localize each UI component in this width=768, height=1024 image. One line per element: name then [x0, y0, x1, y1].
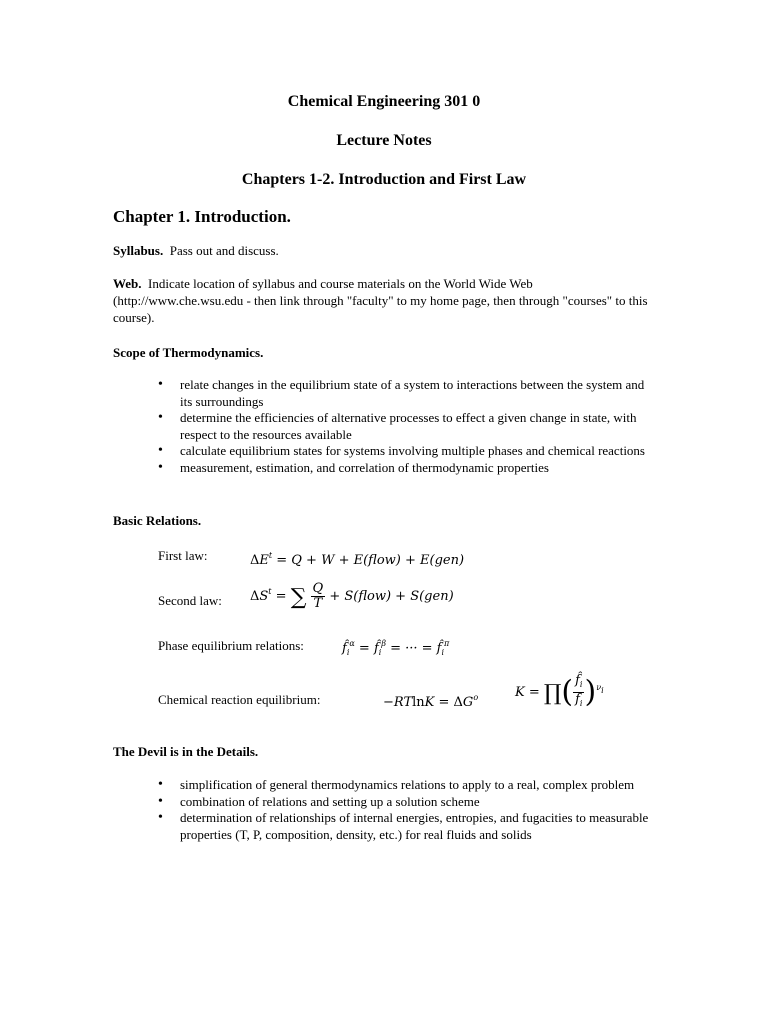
syllabus-text: Pass out and discuss. — [163, 243, 279, 258]
devil-list — [158, 777, 658, 843]
reaction-equilibrium-label: Chemical reaction equilibrium: — [158, 692, 321, 707]
list-item: • combination of relations and setting up a solution scheme — [158, 794, 658, 811]
phase-equilibrium-label: Phase equilibrium relations: — [158, 638, 304, 653]
phase-equilibrium-equation: $f̂_i^\alpha$ = $f̂_i^\beta$ = ··· = $f̂_i^\pi$ — [342, 639, 450, 657]
syllabus-paragraph — [113, 242, 653, 259]
scope-heading: Scope of Thermodynamics. — [113, 345, 264, 360]
reaction-free-energy-equation: $-RTlnK = \Delta G^o$ — [383, 693, 479, 710]
chapter1-heading: Chapter 1. Introduction. — [113, 207, 291, 226]
syllabus-label: Syllabus. — [113, 243, 164, 258]
second-law-label: Second law: — [158, 593, 222, 608]
web-paragraph — [113, 275, 653, 326]
list-item: • determination of relationships of internal energies, entropies, and fugacities to measurable properties (T, P, composition, density, etc.) for real fluids and solids — [158, 810, 658, 843]
first-law-equation: $\Delta E^t = Q + W$ + E(flow) + E(gen) — [250, 551, 465, 568]
list-item: • simplification of general thermodynamics relations to apply to a real, complex problem — [158, 777, 658, 794]
lecture-notes-title: Lecture Notes — [336, 132, 432, 149]
list-item: • relate changes in the equilibrium state of a system to interactions between the system and its surroundings — [158, 377, 658, 410]
list-item: • determine the efficiencies of alternative processes to effect a given change in state, with respect to the resources available — [158, 410, 658, 443]
course-title: Chemical Engineering 301 0 — [287, 93, 481, 110]
first-law-label: First law: — [158, 548, 208, 563]
list-item: • calculate equilibrium states for systems involving multiple phases and chemical reactions — [158, 443, 658, 460]
basic-relations-heading: Basic Relations. — [113, 513, 202, 528]
web-text: Indicate location of syllabus and course materials on the World Wide Web (http://www.che.wsu.edu - then link through "faculty" to my home page, then through "courses" to this course). — [113, 276, 651, 325]
chapters-title: Chapters 1-2. Introduction and First Law — [241, 171, 527, 188]
equilibrium-constant-equation: K = ∏( $\frac{f̂_i}{f_i}$ )$^{\nu_i}$ — [515, 673, 604, 710]
web-label: Web. — [113, 276, 142, 291]
second-law-equation: $\Delta S^t$ = ∑ $\frac{Q}{T}$ + S(flow) + S(gen) — [250, 581, 454, 611]
scope-list — [158, 377, 658, 476]
list-item: • measurement, estimation, and correlation of thermodynamic properties — [158, 460, 658, 477]
devil-heading: The Devil is in the Details. — [113, 744, 259, 759]
